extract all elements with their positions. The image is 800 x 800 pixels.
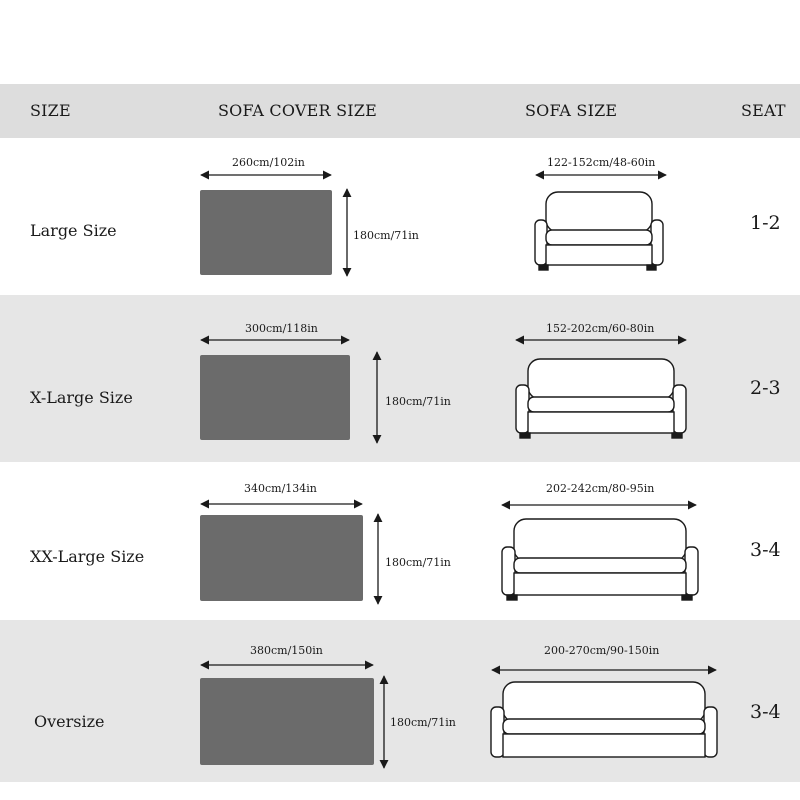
cover-width-label: 300cm/118in bbox=[245, 322, 318, 335]
cover-rectangle bbox=[200, 515, 363, 601]
cover-rectangle bbox=[200, 355, 350, 440]
seat-value: 3-4 bbox=[750, 701, 781, 723]
cover-width-label: 260cm/102in bbox=[232, 156, 305, 169]
sofa-size-label: 122-152cm/48-60in bbox=[547, 156, 656, 169]
header-sofa-size: SOFA SIZE bbox=[525, 101, 618, 120]
sofa-icon bbox=[535, 192, 663, 270]
header-seat: SEAT bbox=[741, 101, 786, 120]
cover-width-label: 380cm/150in bbox=[250, 644, 323, 657]
cover-width-label: 340cm/134in bbox=[244, 482, 317, 495]
cover-height-label: 180cm/71in bbox=[385, 556, 451, 569]
cover-rectangle bbox=[200, 678, 374, 765]
sofa-size-label: 202-242cm/80-95in bbox=[546, 482, 655, 495]
sofa-icon bbox=[491, 682, 717, 757]
row-label: X-Large Size bbox=[30, 388, 133, 407]
sofa-icon bbox=[502, 519, 698, 600]
seat-value: 1-2 bbox=[750, 212, 781, 234]
row-label: Large Size bbox=[30, 221, 117, 240]
cover-height-label: 180cm/71in bbox=[385, 395, 451, 408]
cover-rectangle bbox=[200, 190, 332, 275]
row-label: XX-Large Size bbox=[30, 547, 145, 566]
header-sofa-cover-size: SOFA COVER SIZE bbox=[218, 101, 377, 120]
row-label: Oversize bbox=[34, 712, 105, 731]
sofa-icon bbox=[516, 359, 686, 438]
cover-height-label: 180cm/71in bbox=[353, 229, 419, 242]
seat-value: 3-4 bbox=[750, 539, 781, 561]
sofa-size-label: 200-270cm/90-150in bbox=[544, 644, 660, 657]
header-size: SIZE bbox=[30, 101, 71, 120]
cover-height-label: 180cm/71in bbox=[390, 716, 456, 729]
seat-value: 2-3 bbox=[750, 377, 781, 399]
sofa-size-label: 152-202cm/60-80in bbox=[546, 322, 655, 335]
